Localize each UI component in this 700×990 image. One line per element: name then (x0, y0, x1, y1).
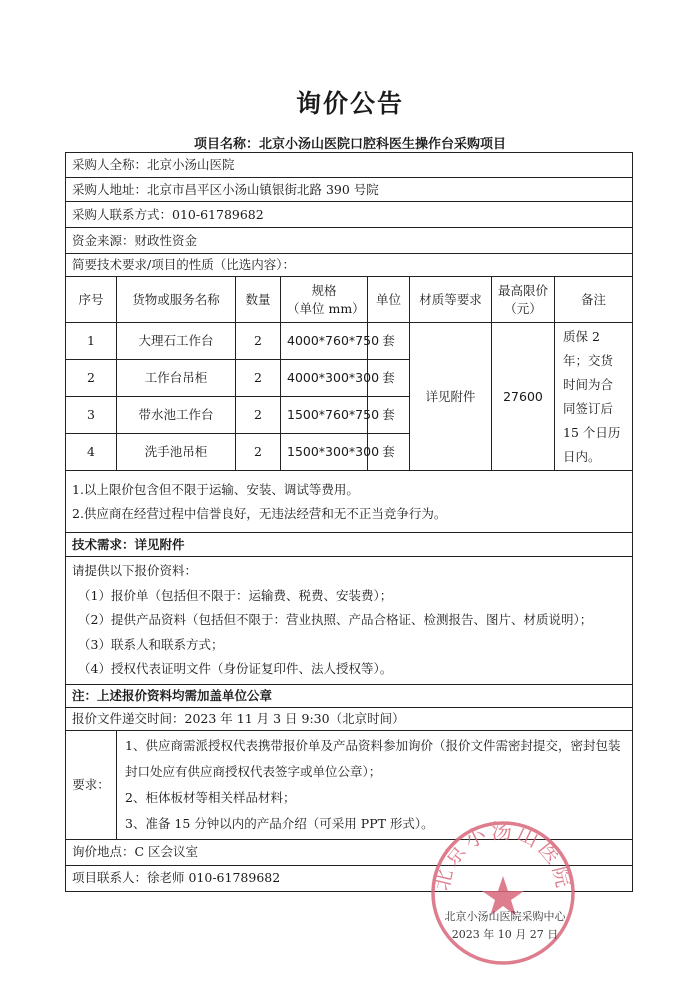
quote-item: （2）提供产品资料（包括但不限于：营业执照、产品合格证、检测报告、图片、材质说明）； (78, 612, 593, 627)
cell-maxprice: 27600 (492, 323, 555, 471)
quote-item: （4）授权代表证明文件（身份证复印件、法人授权等）。 (78, 661, 393, 676)
header-remark: 备注 (555, 277, 633, 323)
quote-item: （1）报价单（包括但不限于：运输费、税费、安装费）； (78, 587, 393, 603)
header-maxprice-l1: 最高限价 (498, 282, 549, 298)
note-1: 1.以上限价包含但不限于运输、安装、调试等费用。 (72, 481, 359, 497)
fund-source: 资金来源：财政性资金 (66, 228, 633, 254)
issuer-org: 北京小汤山医院采购中心 (444, 910, 566, 923)
cell-unit: 套 (368, 323, 410, 360)
cell-qty: 2 (236, 360, 281, 397)
requirement-item: 1、供应商需派授权代表携带报价单及产品资料参加询价（报价文件需密封提交，密封包装封口处应有供应商授权代表签字或单位公章）； (125, 737, 621, 779)
tech-demand: 技术需求：详见附件 (66, 533, 633, 557)
header-seq: 序号 (66, 277, 117, 323)
cell-name: 工作台吊柜 (117, 360, 236, 397)
header-spec-l2: （单位 mm） (287, 300, 365, 316)
header-name: 货物或服务名称 (117, 277, 236, 323)
cell-seq: 1 (66, 323, 117, 360)
quote-intro: 请提供以下报价资料： (72, 563, 198, 578)
cell-spec: 1500*760*750 (281, 397, 368, 434)
notes (66, 471, 633, 533)
issue-date: 2023 年 10 月 27 日 (451, 928, 559, 941)
requirements-label: 要求： (66, 730, 117, 839)
tech-intro: 简要技术要求/项目的性质（比选内容）： (66, 254, 633, 277)
buyer-name: 采购人全称：北京小汤山医院 (66, 153, 633, 178)
header-unit: 单位 (368, 277, 410, 323)
official-seal (428, 818, 578, 968)
cell-spec: 1500*300*300 (281, 434, 368, 471)
header-spec (281, 277, 368, 323)
header-material: 材质等要求 (410, 277, 492, 323)
cell-spec: 4000*300*300 (281, 360, 368, 397)
cell-unit: 套 (368, 434, 410, 471)
header-maxprice-l2: （元） (504, 300, 542, 316)
submit-time: 报价文件递交时间：2023 年 11 月 3 日 9:30（北京时间） (66, 707, 633, 730)
cell-unit: 套 (368, 397, 410, 434)
cell-name: 带水池工作台 (117, 397, 236, 434)
inquiry-location: 询价地点：C 区会议室 (66, 839, 633, 865)
header-qty: 数量 (236, 277, 281, 323)
seal-note: 注：上述报价资料均需加盖单位公章 (66, 684, 633, 707)
quote-item: （3）联系人和联系方式； (78, 636, 224, 652)
cell-qty: 2 (236, 397, 281, 434)
project-name: 项目名称：北京小汤山医院口腔科医生操作台采购项目 (193, 137, 506, 152)
quote-materials (66, 557, 633, 685)
inquiry-table (65, 152, 633, 892)
cell-qty: 2 (236, 323, 281, 360)
cell-remark: 质保 2 年；交货时间为合同签订后 15 个日历日内。 (555, 323, 633, 471)
cell-unit: 套 (368, 360, 410, 397)
table-row (66, 323, 633, 360)
page-title: 询价公告 (295, 89, 404, 118)
header-spec-l1: 规格 (311, 282, 337, 298)
requirement-item: 3、准备 15 分钟以内的产品介绍（可采用 PPT 形式）。 (125, 815, 434, 831)
buyer-address: 采购人地址：北京市昌平区小汤山镇银街北路 390 号院 (66, 178, 633, 202)
issuer-block (430, 908, 580, 944)
seal-arc-text: 北京小汤山医院 (429, 819, 577, 893)
cell-name: 大理石工作台 (117, 323, 236, 360)
buyer-contact: 采购人联系方式：010-61789682 (66, 202, 633, 228)
header-maxprice (492, 277, 555, 323)
cell-seq: 2 (66, 360, 117, 397)
cell-seq: 3 (66, 397, 117, 434)
project-contact: 项目联系人：徐老师 010-61789682 (66, 865, 633, 891)
note-2: 2.供应商在经营过程中信誉良好，无违法经营和无不正当竞争行为。 (72, 505, 447, 521)
cell-name: 洗手池吊柜 (117, 434, 236, 471)
cell-qty: 2 (236, 434, 281, 471)
cell-material: 详见附件 (410, 323, 492, 471)
cell-spec: 4000*760*750 (281, 323, 368, 360)
requirement-item: 2、柜体板材等相关样品材料； (125, 789, 296, 805)
cell-seq: 4 (66, 434, 117, 471)
